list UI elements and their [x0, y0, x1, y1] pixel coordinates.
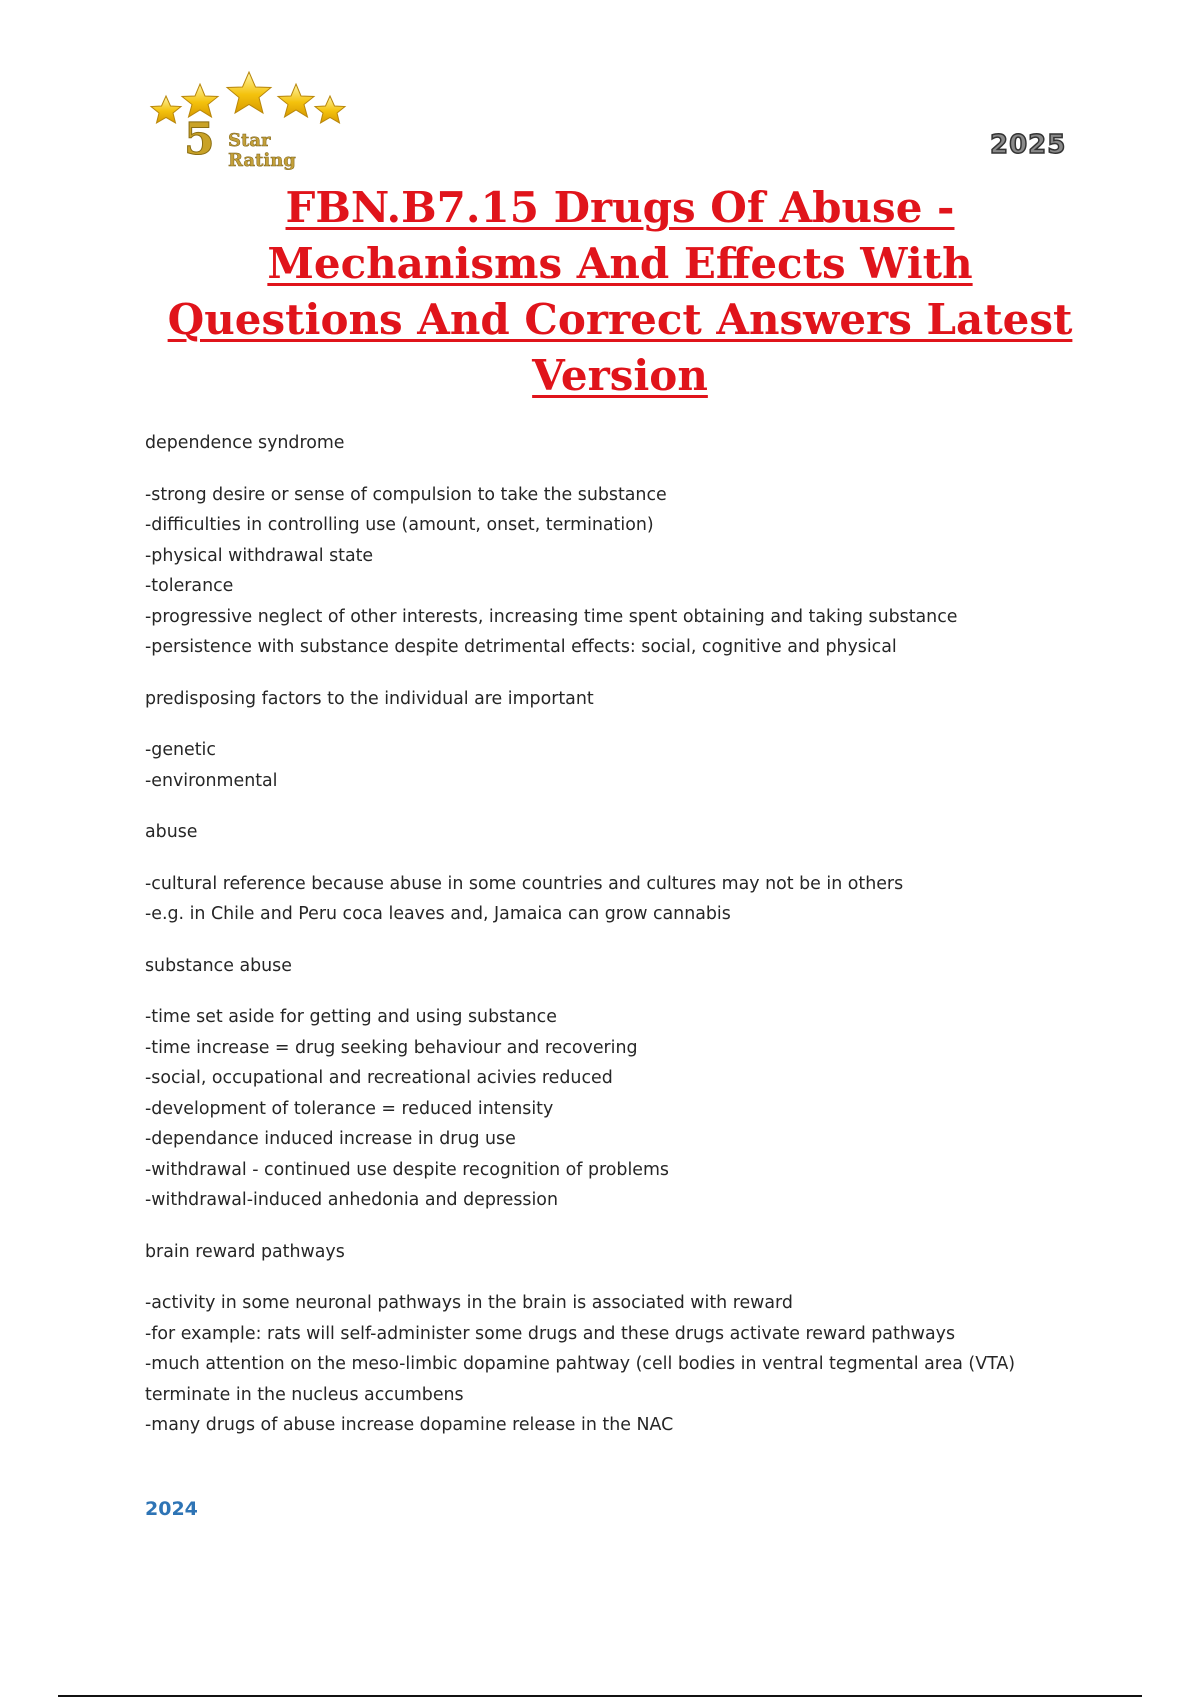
term-abuse: abuse — [145, 822, 198, 842]
definition-line: -physical withdrawal state — [145, 545, 374, 566]
definition-line: -withdrawal - continued use despite recognition of problems — [145, 1159, 669, 1180]
definition-line: -strong desire or sense of compulsion to take the substance — [145, 484, 667, 505]
footer-year: 2024 — [145, 1498, 198, 1520]
definition-line: -many drugs of abuse increase dopamine release in the NAC — [145, 1415, 674, 1435]
page-bottom-divider — [58, 1695, 1142, 1697]
document-body — [145, 428, 1055, 1462]
document-title: FBN.B7.15 Drugs Of Abuse - Mechanisms And Effects With Questions And Correct Answers Latest Version — [167, 183, 1073, 400]
definition-brain-reward-pathways — [145, 1288, 1055, 1441]
definition-line: -genetic — [145, 740, 216, 760]
definition-line: -social, occupational and recreational acivies reduced — [145, 1068, 613, 1088]
term-substance-abuse: substance abuse — [145, 955, 292, 976]
logo-word-rating: Rating — [228, 150, 296, 171]
definition-line: -progressive neglect of other interests, increasing time spent obtaining and taking substance — [145, 606, 958, 627]
definition-line: -time set aside for getting and using substance — [145, 1007, 557, 1027]
definition-line: -much attention on the meso-limbic dopamine pahtway (cell bodies in ventral tegmental area (VTA) terminate in the nucleus accumbens — [145, 1354, 1016, 1405]
term-dependence-syndrome: dependence syndrome — [145, 433, 345, 453]
definition-line: -time increase = drug seeking behaviour and recovering — [145, 1037, 638, 1058]
definition-predisposing-factors — [145, 735, 1055, 796]
definition-line: -persistence with substance despite detrimental effects: social, cognitive and physical — [145, 637, 897, 657]
definition-line: -environmental — [145, 770, 278, 791]
definition-line: -activity in some neuronal pathways in the brain is associated with reward — [145, 1293, 793, 1313]
definition-abuse — [145, 869, 1055, 930]
logo-word-star: Star — [228, 130, 271, 151]
definition-line: -development of tolerance = reduced intensity — [145, 1098, 554, 1119]
definition-line: -e.g. in Chile and Peru coca leaves and, Jamaica can grow cannabis — [145, 904, 731, 924]
five-star-rating-logo — [144, 70, 354, 174]
term-predisposing-factors: predisposing factors to the individual are important — [145, 688, 594, 709]
definition-line: -withdrawal-induced anhedonia and depression — [145, 1190, 558, 1210]
definition-line: -dependance induced increase in drug use — [145, 1129, 516, 1149]
definition-line: -for example: rats will self-administer some drugs and these drugs activate reward pathways — [145, 1323, 956, 1344]
definition-line: -difficulties in controlling use (amount, onset, termination) — [145, 515, 654, 535]
definition-line: -tolerance — [145, 576, 234, 596]
term-brain-reward-pathways: brain reward pathways — [145, 1241, 345, 1262]
definition-substance-abuse — [145, 1002, 1055, 1216]
logo-number: 5 — [184, 114, 215, 165]
definition-line: -cultural reference because abuse in some countries and cultures may not be in others — [145, 873, 904, 894]
definition-dependence-syndrome — [145, 480, 1055, 663]
stars-icon — [144, 70, 354, 130]
year-badge: 2025 — [990, 130, 1067, 160]
